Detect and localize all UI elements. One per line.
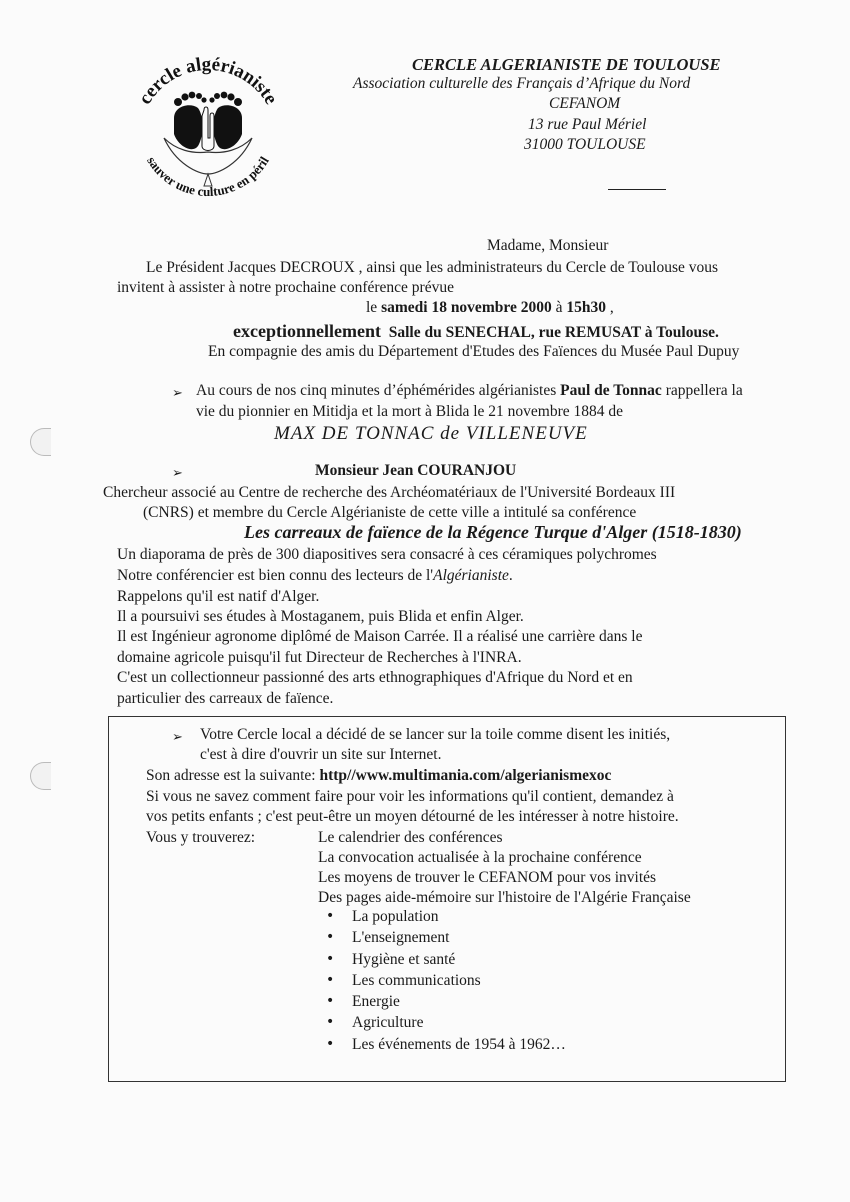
body-line-1: Un diaporama de près de 300 diapositives sera consacré à ces céramiques polychromes [117, 546, 657, 563]
intro-line-2: invitent à assister à notre prochaine conférence prévue [117, 279, 454, 296]
website-line-1: Votre Cercle local a décidé de se lancer sur la toile comme disent les initiés, [200, 726, 671, 743]
website-line-4: Si vous ne savez comment faire pour voir les informations qu'il contient, demandez à [146, 788, 674, 805]
body-line-5: Il est Ingénieur agronome diplômé de Maison Carrée. Il a réalisé une carrière dans le [117, 628, 643, 645]
list-item: • La population [320, 906, 566, 927]
intro-line-1: Le Président Jacques DECROUX , ainsi que les administrateurs du Cercle de Toulouse vous [146, 259, 719, 276]
body-line-3: Rappelons qu'il est natif d'Alger. [117, 588, 320, 605]
list-item: • Hygiène et santé [320, 949, 566, 970]
body-line-8: particulier des carreaux de faïence. [117, 690, 334, 707]
org-place: CEFANOM [549, 95, 621, 112]
svg-text:cercle algérianiste: cercle algérianiste [134, 53, 282, 109]
find-item: Le calendrier des conférences [318, 829, 503, 846]
event-venue: exceptionnellement Salle du SENECHAL, rue REMUSAT à Toulouse. [233, 321, 719, 341]
org-name: CERCLE ALGERIANISTE DE TOULOUSE [412, 55, 721, 74]
list-item: • Les événements de 1954 à 1962… [320, 1034, 566, 1055]
list-item: • Energie [320, 991, 566, 1012]
ephemeride-subject: MAX DE TONNAC de VILLENEUVE [274, 423, 588, 444]
punch-hole-top [30, 428, 51, 456]
body-line-4: Il a poursuivi ses études à Mostaganem, puis Blida et enfin Alger. [117, 608, 524, 625]
speaker-name: Monsieur Jean COURANJOU [315, 462, 517, 479]
svg-text:sauver une culture en péril: sauver une culture en péril [144, 153, 272, 200]
website-url[interactable]: http//www.multimania.com/algerianismexoc [319, 767, 612, 784]
org-subtitle: Association culturelle des Français d’Afrique du Nord [353, 75, 691, 92]
event-company: En compagnie des amis du Département d'Etudes des Faïences du Musée Paul Dupuy [208, 343, 740, 360]
find-label: Vous y trouverez: [146, 829, 256, 846]
body-line-6: domaine agricole puisqu'il fut Directeur de Recherches à l'INRA. [117, 649, 522, 666]
cercle-algerianiste-logo [120, 46, 296, 222]
conference-title: Les carreaux de faïence de la Régence Turque d'Alger (1518-1830) [244, 522, 742, 542]
speaker-line-2: (CNRS) et membre du Cercle Algérianiste de cette ville a intitulé sa conférence [143, 504, 637, 521]
org-street: 13 rue Paul Mériel [528, 116, 647, 133]
speaker-line-1: Chercheur associé au Centre de recherche des Archéomatériaux de l'Université Bordeaux III [103, 484, 676, 501]
ephemeride-line-2: vie du pionnier en Mitidja et la mort à Blida le 21 novembre 1884 de [196, 403, 624, 420]
website-line-5: vos petits enfants ; c'est peut-être un moyen détourné de les intéresser à notre histoire. [146, 808, 679, 825]
find-item: Des pages aide-mémoire sur l'histoire de l'Algérie Française [318, 889, 691, 906]
list-item: • Agriculture [320, 1012, 566, 1033]
header-rule [608, 189, 666, 190]
find-item: La convocation actualisée à la prochaine conférence [318, 849, 642, 866]
arrow-bullet-icon: ➢ [172, 466, 183, 481]
find-item: Les moyens de trouver le CEFANOM pour vos invités [318, 869, 657, 886]
event-date: le samedi 18 novembre 2000 à 15h30 , [366, 299, 614, 316]
website-address: Son adresse est la suivante: http//www.multimania.com/algerianismexoc [146, 767, 612, 784]
body-line-7: C'est un collectionneur passionné des arts ethnographiques d'Afrique du Nord et en [117, 669, 633, 686]
website-line-2: c'est à dire d'ouvrir un site sur Internet. [200, 746, 442, 763]
punch-hole-bottom [30, 762, 51, 790]
list-item: • Les communications [320, 970, 566, 991]
arrow-bullet-icon: ➢ [172, 730, 183, 745]
ephemeride-line-1: Au cours de nos cinq minutes d’éphémérides algérianistes Paul de Tonnac rappellera la [196, 382, 743, 399]
arrow-bullet-icon: ➢ [172, 386, 183, 401]
topics-list [320, 906, 566, 1055]
list-item: • L'enseignement [320, 927, 566, 948]
org-city: 31000 TOULOUSE [524, 136, 646, 153]
body-line-2: Notre conférencier est bien connu des lecteurs de l'Algérianiste. [117, 567, 513, 584]
greeting: Madame, Monsieur [487, 237, 609, 254]
